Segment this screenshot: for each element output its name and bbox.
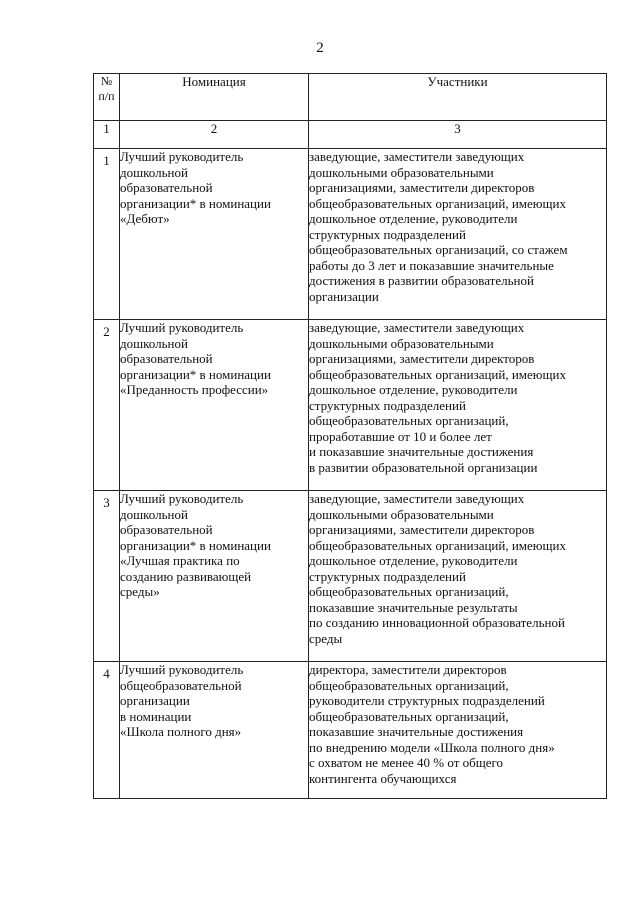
- nominations-table: [93, 73, 607, 799]
- participants-cell: [309, 491, 607, 662]
- participants-text: заведующие, заместители заведующих дошкольными образовательными организациями, заместители директоров общеобразовательных организаций, имеющих дошкольное отделение, руководители структурных подразделений общеобразовательных организаций, со стажем работы до 3 лет и показавшие значительные достижения в развитии образовательной организации: [309, 149, 568, 304]
- row-number: 4: [94, 662, 120, 799]
- participants-cell: [309, 662, 607, 799]
- participants-cell: [309, 149, 607, 320]
- header-nomination: [120, 74, 309, 121]
- table-row: [94, 320, 607, 491]
- row-number: 2: [94, 320, 120, 491]
- page-number: 2: [316, 40, 324, 56]
- nomination-cell: [120, 662, 309, 799]
- nomination-cell: [120, 149, 309, 320]
- row-number: 3: [94, 491, 120, 662]
- header-participants: [309, 74, 607, 121]
- participants-cell: [309, 320, 607, 491]
- nomination-text: Лучший руководитель дошкольной образовательной организации* в номинации «Лучшая практика по созданию развивающей среды»: [120, 491, 271, 599]
- table-row: [94, 662, 607, 799]
- participants-text: заведующие, заместители заведующих дошкольными образовательными организациями, заместители директоров общеобразовательных организаций, имеющих дошкольное отделение, руководители структурных подразделений общеобразовательных организаций, показавшие значительные результаты по созданию инновационной образовательной среды: [309, 491, 566, 646]
- participants-text: заведующие, заместители заведующих дошкольными образовательными организациями, заместители директоров общеобразовательных организаций, имеющих дошкольное отделение, руководители структурных подразделений общеобразовательных организаций, проработавшие от 10 и более лет и показавшие значительные достижения в развитии образовательной организации: [309, 320, 566, 475]
- column-index-1: 1: [94, 121, 120, 149]
- column-index-2: 2: [120, 121, 309, 149]
- table-row: [94, 149, 607, 320]
- nomination-cell: [120, 491, 309, 662]
- nomination-text: Лучший руководитель дошкольной образовательной организации* в номинации «Дебют»: [120, 149, 271, 226]
- header-participants-label: Участники: [427, 74, 488, 89]
- header-number: [94, 74, 120, 121]
- column-index-row: [94, 121, 607, 149]
- nomination-cell: [120, 320, 309, 491]
- participants-text: директора, заместители директоров общеобразовательных организаций, руководители структурных подразделений общеобразовательных организаций, показавшие значительные достижения по внедрению модели «Школа полного дня» с охватом не менее 40 % от общего контингента обучающихся: [309, 662, 555, 786]
- nomination-text: Лучший руководитель дошкольной образовательной организации* в номинации «Преданность профессии»: [120, 320, 271, 397]
- header-number-label: № п/п: [98, 74, 115, 103]
- header-nomination-label: Номинация: [182, 74, 246, 89]
- nomination-text: Лучший руководитель общеобразовательной организации в номинации «Школа полного дня»: [120, 662, 244, 739]
- table-header-row: [94, 74, 607, 121]
- row-number: 1: [94, 149, 120, 320]
- table-row: [94, 491, 607, 662]
- column-index-3: 3: [309, 121, 607, 149]
